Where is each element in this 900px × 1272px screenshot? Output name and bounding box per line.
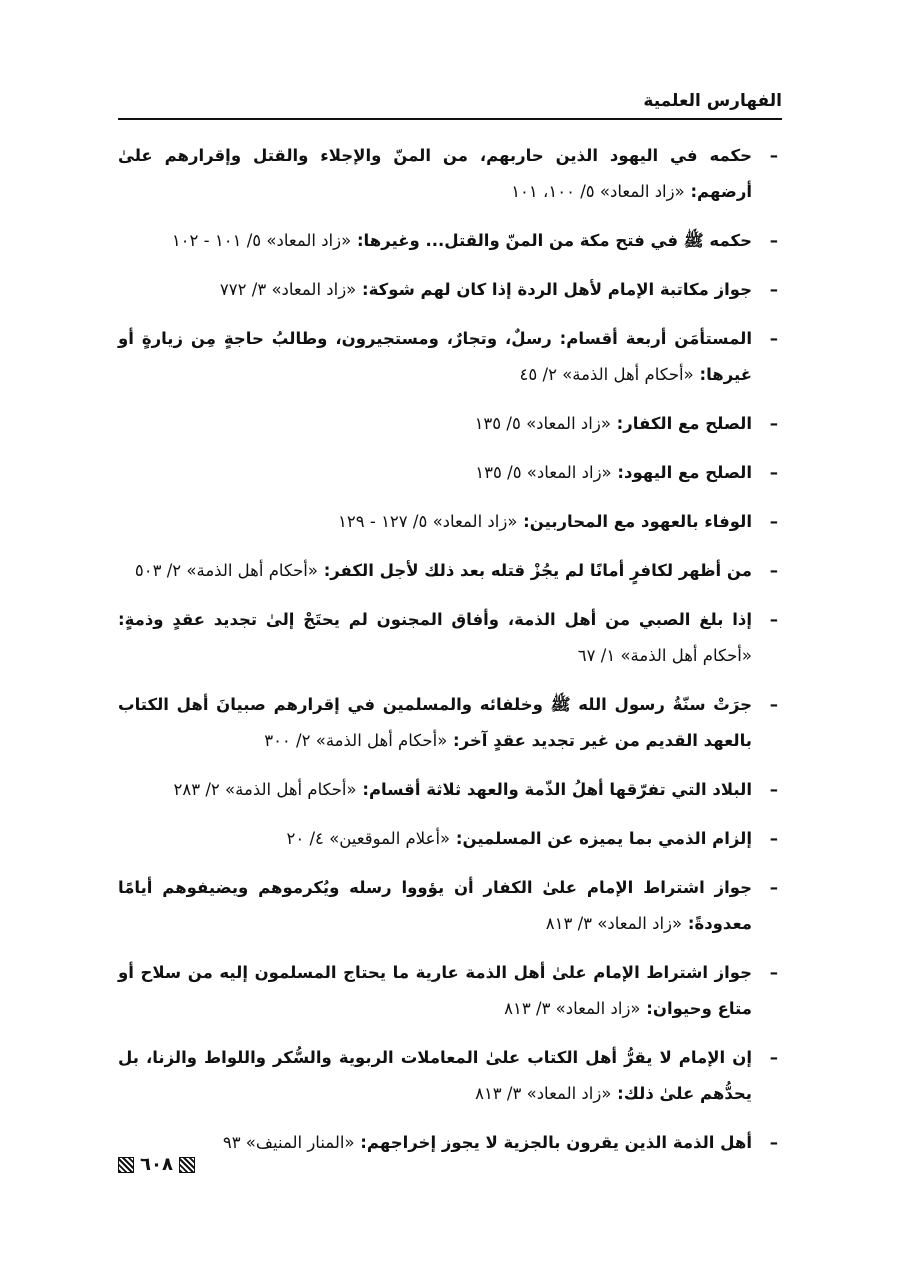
index-entry xyxy=(118,406,782,442)
entry-text: إن الإمام لا يقرُّ أهل الكتاب علىٰ المعاملات الربوية والسُّكر واللواط والزنا، بل يحدُّهم علىٰ ذلك: xyxy=(118,1048,752,1103)
entry-reference: «زاد المعاد» ٣/ ٨١٣ xyxy=(475,1084,612,1103)
entry-dash: – xyxy=(769,610,778,629)
entry-dash: – xyxy=(769,780,778,799)
entry-reference: «زاد المعاد» ٣/ ٨١٣ xyxy=(504,999,641,1018)
square-ornament-icon xyxy=(179,1157,195,1173)
entry-reference: «زاد المعاد» ٥/ ١٣٥ xyxy=(474,414,611,433)
header-rule xyxy=(118,118,782,120)
index-entry xyxy=(118,955,782,1027)
index-entry xyxy=(118,504,782,540)
entry-reference: «زاد المعاد» ٣/ ٧٧٢ xyxy=(219,280,357,299)
entry-text: الوفاء بالعهود مع المحاربين: xyxy=(517,512,752,531)
entry-reference: «زاد المعاد» ٥/ ١٠١ - ١٠٢ xyxy=(171,231,352,250)
entry-text: الصلح مع الكفار: xyxy=(610,414,752,433)
page xyxy=(118,0,782,1272)
entry-dash: – xyxy=(769,512,778,531)
entry-dash: – xyxy=(769,829,778,848)
index-entry xyxy=(118,1125,782,1161)
entry-reference: «أعلام الموقعين» ٤/ ٢٠ xyxy=(286,829,451,848)
entry-reference: «أحكام أهل الذمة» ٢/ ٥٠٣ xyxy=(134,561,318,580)
entry-dash: – xyxy=(769,561,778,580)
entry-dash: – xyxy=(769,695,778,714)
entry-dash: – xyxy=(769,146,778,165)
running-head: الفهارس العلمية xyxy=(643,91,782,111)
index-entry xyxy=(118,602,782,674)
entry-dash: – xyxy=(769,878,778,897)
index-entry xyxy=(118,687,782,759)
entry-text: إذا بلغ الصبي من أهل الذمة، وأفاق المجنون لم يحتَجْ إلىٰ تجديد عقدٍ وذمةٍ: xyxy=(118,610,752,629)
entry-reference: «زاد المعاد» ٥/ ١٠٠، ١٠١ xyxy=(511,182,685,201)
entry-dash: – xyxy=(769,414,778,433)
entry-text: المستأمَن أربعة أقسام: رسلٌ، وتجارٌ، ومستجيرون، وطالبُ حاجةٍ مِن زيارةٍ أو غيرها: xyxy=(118,329,752,384)
page-number: ٦٠٨ xyxy=(140,1154,173,1175)
index-entry xyxy=(118,772,782,808)
folio xyxy=(118,1154,195,1175)
entry-dash: – xyxy=(769,280,778,299)
entry-text: جرَتْ سنّةُ رسول الله ﷺ وخلفائه والمسلمين في إقرارهم صبيانَ أهل الكتاب بالعهد القديم من غير تجديد عقدٍ آخر: xyxy=(118,695,752,750)
index-entry xyxy=(118,321,782,393)
entry-text: حكمه في اليهود الذين حاربهم، من المنّ والإجلاء والقتل وإقرارهم علىٰ أرضهم: xyxy=(118,146,752,201)
entry-text: الصلح مع اليهود: xyxy=(611,463,752,482)
entry-dash: – xyxy=(769,1133,778,1152)
index-entry xyxy=(118,553,782,589)
index-entry-list xyxy=(118,138,782,1174)
entry-text: جواز مكاتبة الإمام لأهل الردة إذا كان لهم شوكة: xyxy=(356,280,752,299)
index-entry xyxy=(118,455,782,491)
entry-reference: «أحكام أهل الذمة» ٢/ ٢٨٣ xyxy=(173,780,357,799)
entry-dash: – xyxy=(769,231,778,250)
entry-text: حكمه ﷺ في فتح مكة من المنّ والقتل... وغيرها: xyxy=(351,231,752,250)
index-entry xyxy=(118,821,782,857)
entry-dash: – xyxy=(769,963,778,982)
entry-dash: – xyxy=(769,329,778,348)
entry-reference: «المنار المنيف» ٩٣ xyxy=(222,1133,355,1152)
entry-dash: – xyxy=(769,1048,778,1067)
entry-text: جواز اشتراط الإمام علىٰ أهل الذمة عارية ما يحتاج المسلمون إليه من سلاح أو متاع وحيوان: xyxy=(118,963,752,1018)
index-entry xyxy=(118,870,782,942)
entry-reference: «أحكام أهل الذمة» ١/ ٦٧ xyxy=(577,646,752,665)
entry-reference: «أحكام أهل الذمة» ٢/ ٤٥ xyxy=(519,365,694,384)
entry-text: جواز اشتراط الإمام علىٰ الكفار أن يؤووا رسله ويُكرموهم ويضيفوهم أيامًا معدودةً: xyxy=(118,878,752,933)
index-entry xyxy=(118,223,782,259)
entry-reference: «أحكام أهل الذمة» ٢/ ٣٠٠ xyxy=(264,731,448,750)
entry-text: من أظهر لكافرٍ أمانًا لم يجُزْ قتله بعد ذلك لأجل الكفر: xyxy=(317,561,752,580)
index-entry xyxy=(118,1040,782,1112)
entry-text: إلزام الذمي بما يميزه عن المسلمين: xyxy=(450,829,752,848)
entry-reference: «زاد المعاد» ٥/ ١٢٧ - ١٢٩ xyxy=(338,512,518,531)
entry-reference: «زاد المعاد» ٣/ ٨١٣ xyxy=(545,914,683,933)
index-entry xyxy=(118,272,782,308)
entry-dash: – xyxy=(769,463,778,482)
entry-reference: «زاد المعاد» ٥/ ١٣٥ xyxy=(475,463,612,482)
index-entry xyxy=(118,138,782,210)
entry-text: أهل الذمة الذين يقرون بالجزية لا يجوز إخراجهم: xyxy=(354,1133,752,1152)
square-ornament-icon xyxy=(118,1157,134,1173)
entry-text: البلاد التي تفرّقها أهلُ الذّمة والعهد ثلاثة أقسام: xyxy=(356,780,752,799)
